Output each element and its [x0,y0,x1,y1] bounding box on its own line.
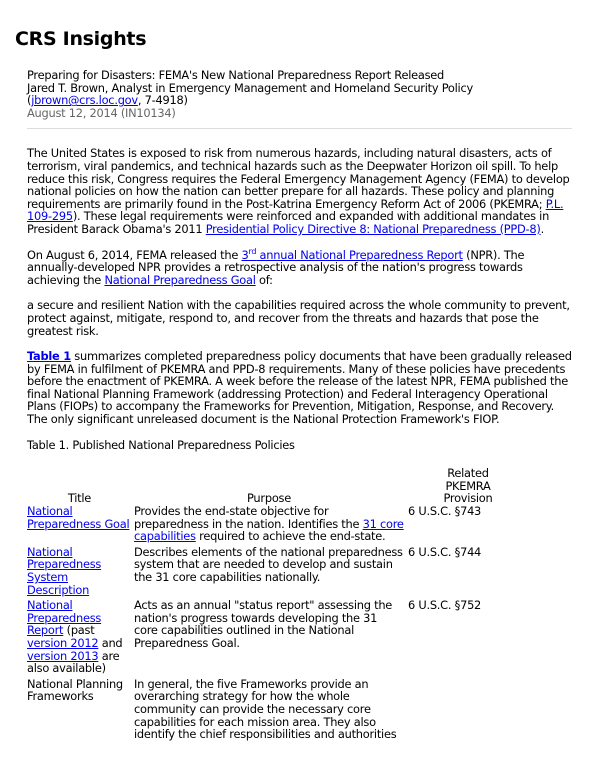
intro-text-b: ). These legal requirements were reinforced and expanded with additional mandates in President Barack Obama's 2011 [27,209,550,236]
npr-text-a: On August 6, 2014, FEMA released the [27,247,242,262]
goal-quote: a secure and resilient Nation with the capabilities required across the whole community to prevent, protect against, mitigate, respond to, and recover from the threats and hazards that pose the greatest risk. [27,298,570,338]
version-2013-link[interactable]: version 2013 [27,648,99,663]
table-row [27,505,528,546]
row-provision-cell: 6 U.S.C. §743 [408,504,482,519]
npr-text-c: of: [255,272,273,287]
row-title-cell: National Planning Frameworks [27,676,123,704]
pl-109-295-link[interactable]: P.L. 109-295 [27,196,564,224]
intro-text-a: The United States is exposed to risk from numerous hazards, including natural disasters, acts of terrorism, viral pandemics, and technical hazards such as the Deepwater Horizon oil spill. To help reduce this risk, Congress requires the Federal Emergency Management Agency (FEMA) to develop national policies on how the nation can better prepare for all hazards. These policy and planning requirements are primarily found in the Post-Katrina Emergency Reform Act of 2006 (PKEMRA; [27,146,570,211]
table-row [27,678,528,744]
table-1-link[interactable]: Table 1 [27,349,71,364]
table-caption: Table 1. Published National Preparedness Policies [27,437,295,452]
ppd8-link[interactable]: Presidential Policy Directive 8: National Preparedness (PPD-8) [205,221,541,236]
author-phone: , 7-4918) [137,93,188,108]
row-purpose-cell: Describes elements of the national preparedness system that are needed to develop and sustain the 31 core capabilities nationally. [134,544,403,584]
npr-link-sup: rd [248,246,257,256]
row-purpose-cell: Acts as an annual "status report" assessing the nation's progress towards developing the 31 core capabilities outlined in the National Preparedness Goal. [134,598,393,650]
table-row [27,546,528,599]
row-provision-cell: 6 U.S.C. §744 [408,544,482,559]
author-email-link[interactable]: jbrown@crs.loc.gov [31,93,138,108]
column-header-title: Title [67,491,92,506]
article-headline: Preparing for Disasters: FEMA's New National Preparedness Report Released [27,68,445,82]
row-title-cell [27,599,134,678]
system-description-link[interactable]: National Preparedness System Description [27,544,102,597]
paragraph-npr-release [27,246,572,287]
header-divider [27,128,572,129]
column-header-purpose: Purpose [247,491,291,506]
preparedness-goal-title-link[interactable]: National Preparedness Goal [27,504,130,531]
preparedness-report-link[interactable]: National Preparedness Report [27,598,102,638]
table-header-row [27,467,528,505]
version-2012-link[interactable]: version 2012 [27,635,99,650]
publication-date: August 12, 2014 (IN10134) [27,105,176,120]
author-line: Jared T. Brown, Analyst in Emergency Management and Homeland Security Policy [27,80,473,95]
purpose-text-b: required to achieve the end-state. [195,529,386,544]
table-summary-text: summarizes completed preparedness policy documents that have been gradually released by FEMA in fulfilment of PKEMRA and PPD-8 requirements. Many of these policies have precedents before the enactment of PKEMRA. A week before the release of the latest NPR, FEMA published the final National Planning Framework (addressing Protection) and Federal Interagency Operational Plans (FIOPs) to accompany the Frameworks for Prevention, Mitigation, Response, and Recovery. The only significant unreleased document is the National Protection Framework's FIOP. [27,349,572,427]
row-title-cell [27,546,134,599]
row-purpose-cell [134,505,408,546]
intro-text-c: . [540,221,544,236]
row-provision-cell [408,678,528,744]
contact-line [27,94,572,107]
contact-open-paren: ( [27,93,32,108]
npr-link-num: 3 [241,247,249,262]
paragraph-intro [27,147,572,235]
row-title-cell [27,505,134,546]
purpose-text-a: Provides the end-state objective for preparedness in the nation. Identifies the [134,504,363,531]
row-provision-cell: 6 U.S.C. §752 [408,598,482,613]
row-purpose-cell: In general, the five Frameworks provide an overarching strategy for how the whole community can provide the necessary core capabilities for each mission area. They also identify the chief responsibilities and authorities [134,676,397,742]
npr-link-text: annual National Preparedness Report [256,247,463,262]
preparedness-goal-link[interactable]: National Preparedness Goal [104,272,256,287]
paragraph-table-summary [27,350,572,426]
report-text-a: (past [63,623,95,638]
table-row [27,599,528,678]
page-title: CRS Insights [15,28,147,50]
article-content [27,69,572,744]
column-header-provision: Related PKEMRA Provision [443,466,493,506]
npr-text-b: (NPR). The annually-developed NPR provides a retrospective analysis of the nation's progress towards achieving the [27,247,525,287]
report-text-b: and [98,635,123,650]
report-text-c: are also available) [27,648,120,676]
core-capabilities-link[interactable]: 31 core capabilities [134,516,404,544]
article-meta [27,69,572,119]
policies-table [27,467,528,743]
